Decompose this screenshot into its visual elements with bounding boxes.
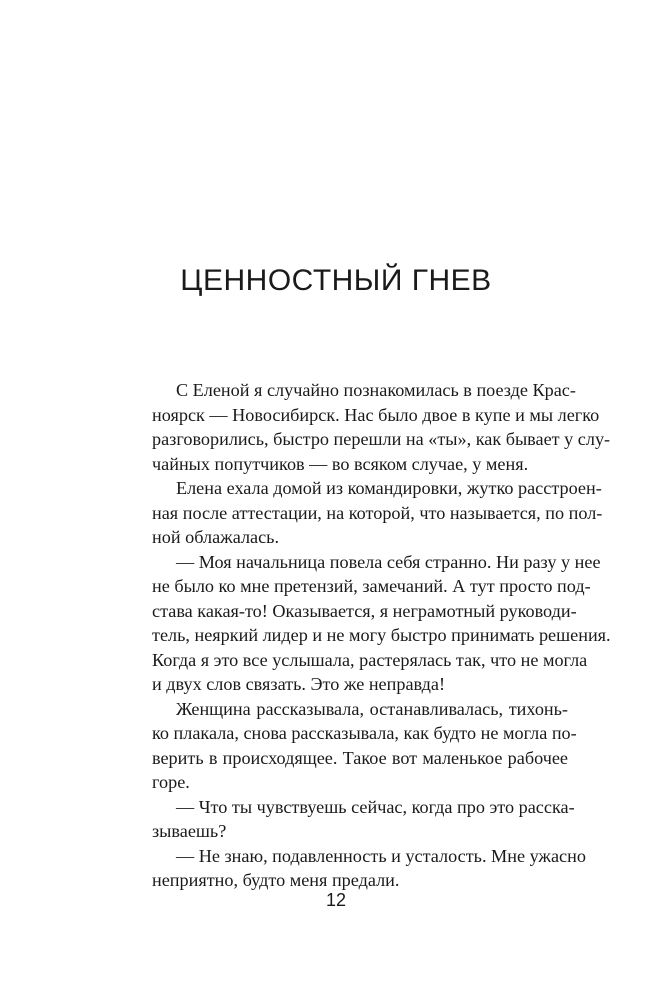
- text-line: неприятно, будто меня предали.: [152, 870, 400, 890]
- page-number: 12: [325, 890, 347, 910]
- text-line: ная после аттестации, на которой, что называется, по пол-: [152, 502, 603, 523]
- paragraph: [128, 378, 611, 476]
- paragraph: [128, 844, 586, 893]
- text-line: ноярск — Новосибирск. Нас было двое в купе и мы легко: [152, 404, 600, 425]
- paragraph: [128, 476, 603, 550]
- text-line: Елена ехала домой из командировки, жутко расстроен-: [176, 478, 602, 498]
- text-line: тель, неяркий лидер и не могу быстро принимать решения.: [152, 625, 611, 645]
- paragraph: [128, 795, 575, 844]
- text-line: ной облажалась.: [152, 527, 280, 547]
- text-line: — Что ты чувствуешь сейчас, когда про это расска-: [176, 796, 575, 817]
- text-line: Когда я это все услышала, растерялась так, что не могла: [152, 649, 588, 670]
- text-line: верить в происходящее. Такое вот маленькое рабочее: [152, 747, 568, 768]
- text-line: — Моя начальница повела себя странно. Ни разу у нее: [176, 551, 601, 572]
- text-line: зываешь?: [152, 821, 227, 841]
- text-line: ко плакала, снова рассказывала, как будто не могла по-: [152, 723, 577, 743]
- paragraph: [128, 550, 611, 697]
- chapter-title: ЦЕННОСТНЫЙ ГНЕВ: [180, 264, 492, 297]
- body-text: [128, 378, 611, 893]
- text-line: С Еленой я случайно познакомилась в поезде Крас-: [176, 380, 576, 400]
- text-line: горе.: [152, 772, 190, 792]
- text-line: става какая-то! Оказывается, я неграмотный руководи-: [152, 600, 577, 621]
- text-line: — Не знаю, подавленность и усталость. Мне ужасно: [176, 845, 586, 866]
- text-line: Женщина рассказывала, останавливалась, тихонь-: [176, 698, 568, 719]
- text-line: чайных попутчиков — во всяком случае, у меня.: [152, 453, 529, 474]
- text-line: не было ко мне претензий, замечаний. А тут просто под-: [152, 576, 591, 596]
- text-line: и двух слов связать. Это же неправда!: [152, 674, 446, 694]
- text-line: разговорились, быстро перешли на «ты», как бывает у слу-: [152, 429, 611, 449]
- paragraph: [128, 697, 577, 795]
